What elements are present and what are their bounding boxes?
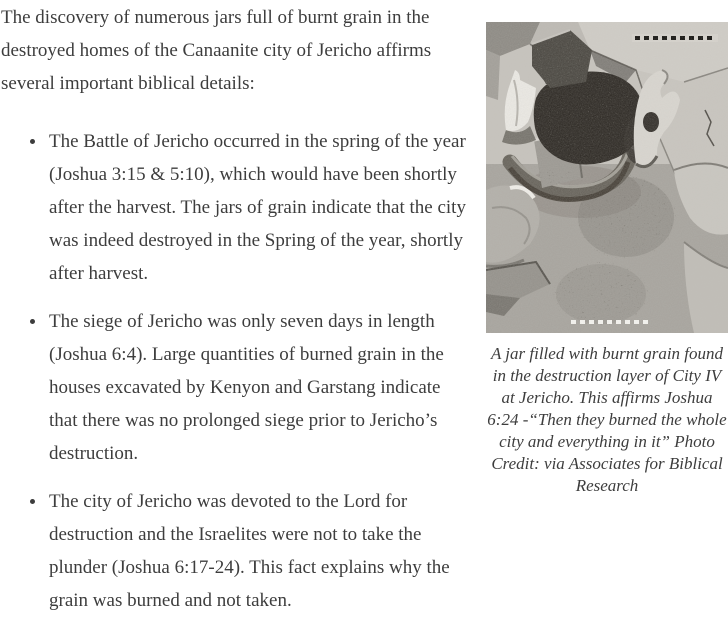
list-item-battle-spring: • The Battle of Jericho occurred in the spring of the year (Joshua 3:15 & 5:10), which would have been shortly after the harvest. The jars of grain indicate that the city was indeed destroyed in the Spring of the year, shortly after harvest. <box>47 125 471 290</box>
excavation-photo <box>486 22 728 333</box>
photo-noise-overlay <box>486 22 728 333</box>
excavation-photo-art <box>486 22 728 333</box>
article-body <box>1 0 471 632</box>
intro-paragraph: The discovery of numerous jars full of burnt grain in the destroyed homes of the Canaanite city of Jericho affirms several important biblical details: <box>1 7 432 94</box>
biblical-details-list <box>1 125 471 617</box>
list-item-devoted-to-destruction: • The city of Jericho was devoted to the Lord for destruction and the Israelites were not to take the plunder (Joshua 6:17-24). This fact explains why the grain was burned and not taken. <box>47 485 471 617</box>
photo-caption: A jar filled with burnt grain found in the destruction layer of City IV at Jericho. This affirms Joshua 6:24 -“Then they burned the whole city and everything in it” Photo Credit: via Associates for Biblical Research <box>487 344 727 495</box>
jar-figure <box>486 22 728 497</box>
list-item-seven-day-siege: • The siege of Jericho was only seven days in length (Joshua 6:4). Large quantities of burned grain in the houses excavated by Kenyon and Garstang indicate that there was no prolonged siege prior to Jericho’s destruction. <box>47 305 471 470</box>
